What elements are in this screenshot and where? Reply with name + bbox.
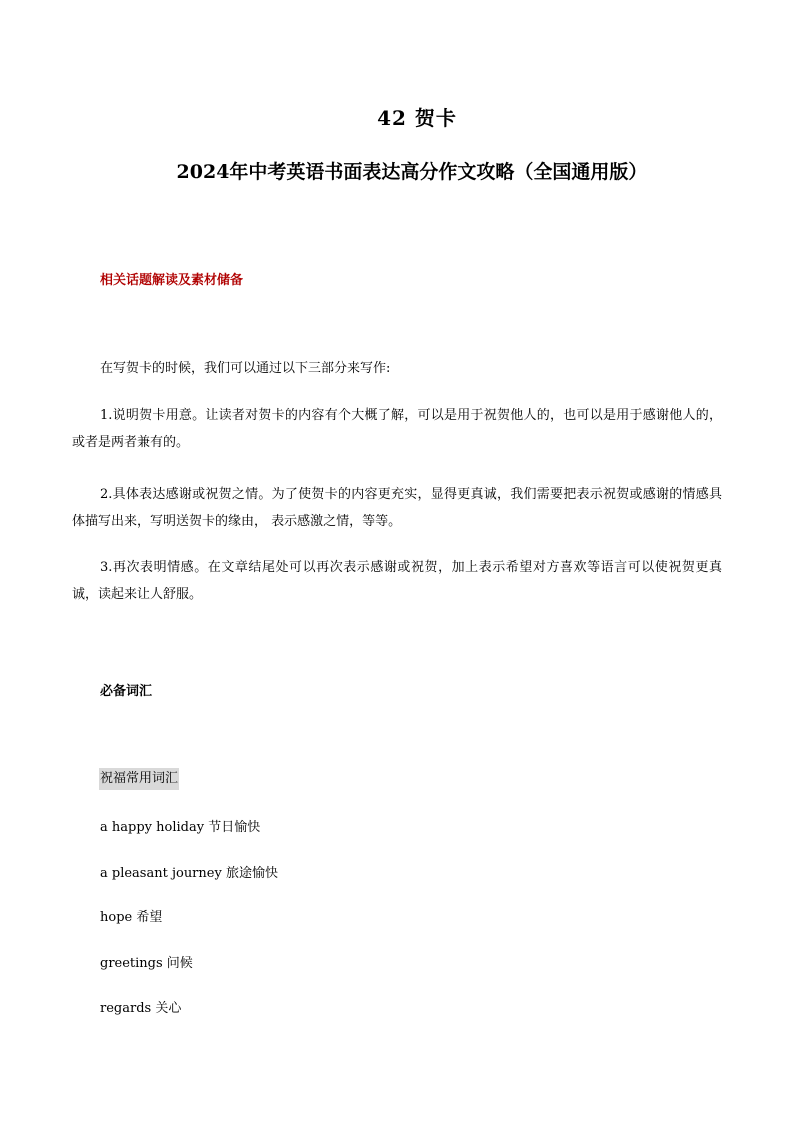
- vocab-item: a happy holiday 节日愉快: [100, 820, 261, 835]
- vocab-heading: 必备词汇: [100, 684, 153, 699]
- vocab-item: a pleasant journey 旅途愉快: [100, 866, 278, 881]
- section-heading: 相关话题解读及素材储备: [100, 273, 244, 288]
- intro-paragraph: 在写贺卡的时候，我们可以通过以下三部分来写作:: [100, 361, 391, 376]
- vocab-subheading: 祝福常用词汇: [99, 768, 179, 790]
- vocab-item: hope 希望: [100, 910, 163, 925]
- paragraph-3: 3.再次表明情感。在文章结尾处可以再次表示感谢或祝贺，加上表示希望对方喜欢等语言可以使祝贺更真诚，读起来让人舒服。: [72, 560, 722, 602]
- document-main-title: 2024年中考英语书面表达高分作文攻略（全国通用版）: [176, 161, 648, 183]
- document-number-title: 42 贺卡: [377, 106, 457, 130]
- vocab-item: greetings 问候: [100, 956, 193, 971]
- paragraph-1: 1.说明贺卡用意。让读者对贺卡的内容有个大概了解，可以是用于祝贺他人的，也可以是用于感谢他人的，或者是两者兼有的。: [72, 408, 722, 450]
- paragraph-2: 2.具体表达感谢或祝贺之情。为了使贺卡的内容更充实，显得更真诚，我们需要把表示祝贺或感谢的情感具体描写出来，写明送贺卡的缘由， 表示感激之情，等等。: [72, 487, 722, 529]
- vocab-item: regards 关心: [100, 1001, 182, 1016]
